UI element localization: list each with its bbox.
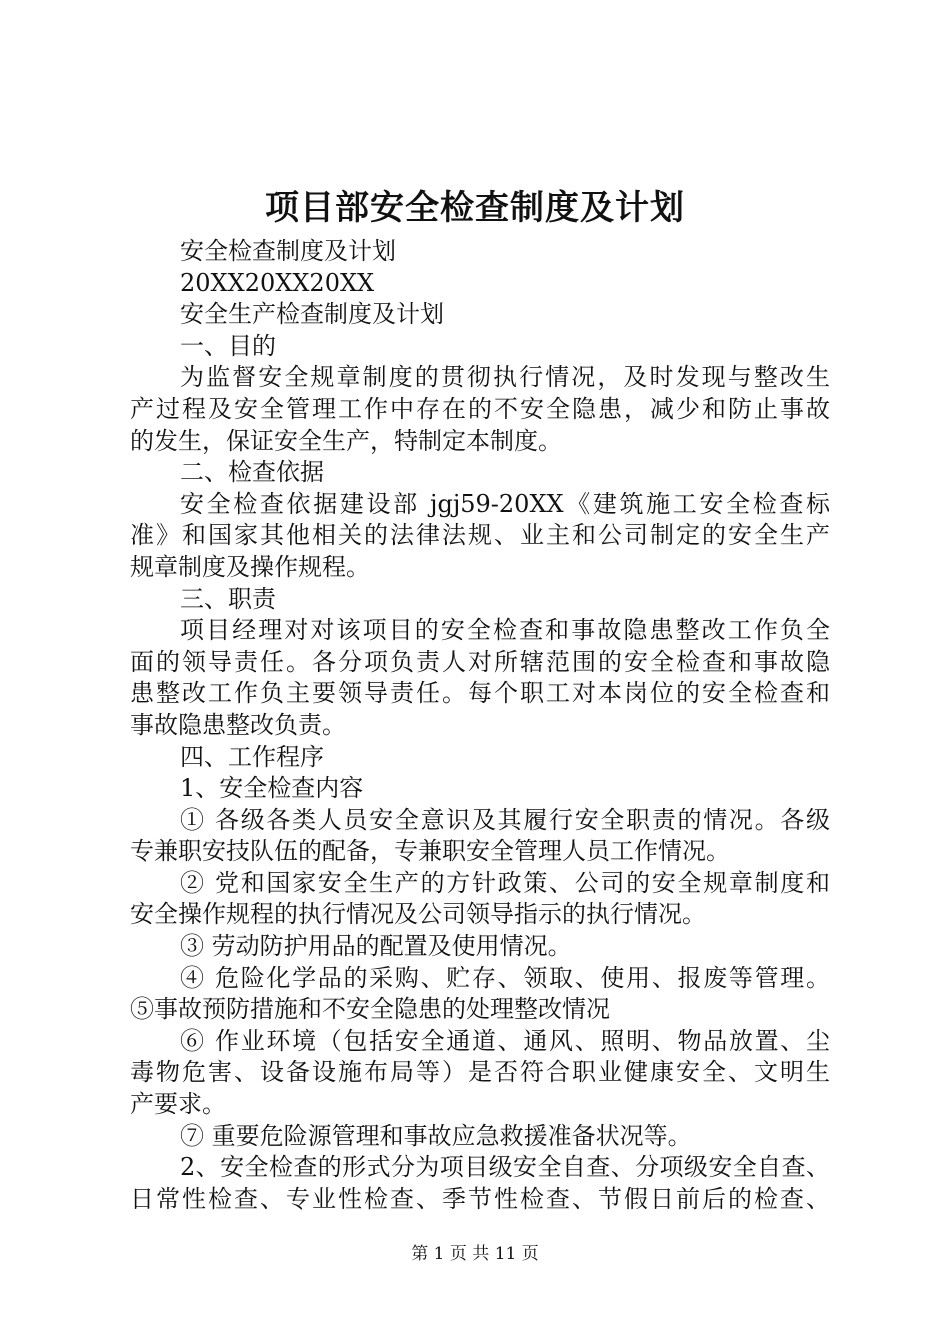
body-line: 20XX20XX20XX [180,268,375,297]
body-line: ⑦ 重要危险源管理和事故应急救援准备状况等。 [180,1121,692,1150]
body-line: 二、检查依据 [180,458,324,487]
body-line: 安全生产检查制度及计划 [180,300,444,329]
body-line: 三、职责 [180,584,276,613]
body-line: 1、安全检查内容 [180,774,364,803]
body-line: ② 党和国家安全生产的方针政策、公司的安全规章制度和 [180,868,830,897]
body-line: 事故隐患整改负责。 [130,710,346,739]
body-line: 的发生，保证安全生产，特制定本制度。 [130,426,562,455]
body-line: 患整改工作负主要领导责任。每个职工对本岗位的安全检查和 [130,679,830,708]
body-line: 一、目的 [180,331,276,360]
body-line: ⑥ 作业环境（包括安全通道、通风、照明、物品放置、尘 [180,1026,830,1055]
body-line: 为监督安全规章制度的贯彻执行情况，及时发现与整改生 [180,363,830,392]
body-line: 项目经理对对该项目的安全检查和事故隐患整改工作负全 [180,616,830,645]
body-line: 面的领导责任。各分项负责人对所辖范围的安全检查和事故隐 [130,647,830,676]
body-line: 安全操作规程的执行情况及公司领导指示的执行情况。 [130,900,706,929]
body-line: 四、工作程序 [180,742,324,771]
body-line: ④ 危险化学品的采购、贮存、领取、使用、报废等管理。 [180,963,830,992]
body-line: ③ 劳动防护用品的配置及使用情况。 [180,932,572,961]
body-line: ⑤事故预防措施和不安全隐患的处理整改情况 [130,995,610,1024]
body-line: 安全检查制度及计划 [180,237,396,265]
body-line: 毒物危害、设备设施布局等）是否符合职业健康安全、文明生 [130,1058,830,1087]
page-footer: 第 1 页 共 11 页 [411,1244,539,1264]
body-line: 专兼职安技队伍的配备，专兼职安全管理人员工作情况。 [130,837,730,866]
document-title: 项目部安全检查制度及计划 [265,188,685,228]
body-line: 安全检查依据建设部 jgj59-20XX《建筑施工安全检查标 [180,489,830,518]
body-line: 产要求。 [130,1090,226,1119]
body-line: ① 各级各类人员安全意识及其履行安全职责的情况。各级 [180,805,830,834]
body-line: 准》和国家其他相关的法律法规、业主和公司制定的安全生产 [130,521,830,550]
body-line: 日常性检查、专业性检查、季节性检查、节假日前后的检查、 [130,1184,830,1213]
body-line: 规章制度及操作规程。 [130,552,370,581]
document-body [130,236,830,1215]
body-line: 2、安全检查的形式分为项目级安全自查、分项级安全自查、 [180,1153,830,1182]
body-line: 产过程及安全管理工作中存在的不安全隐患，减少和防止事故 [130,394,830,423]
